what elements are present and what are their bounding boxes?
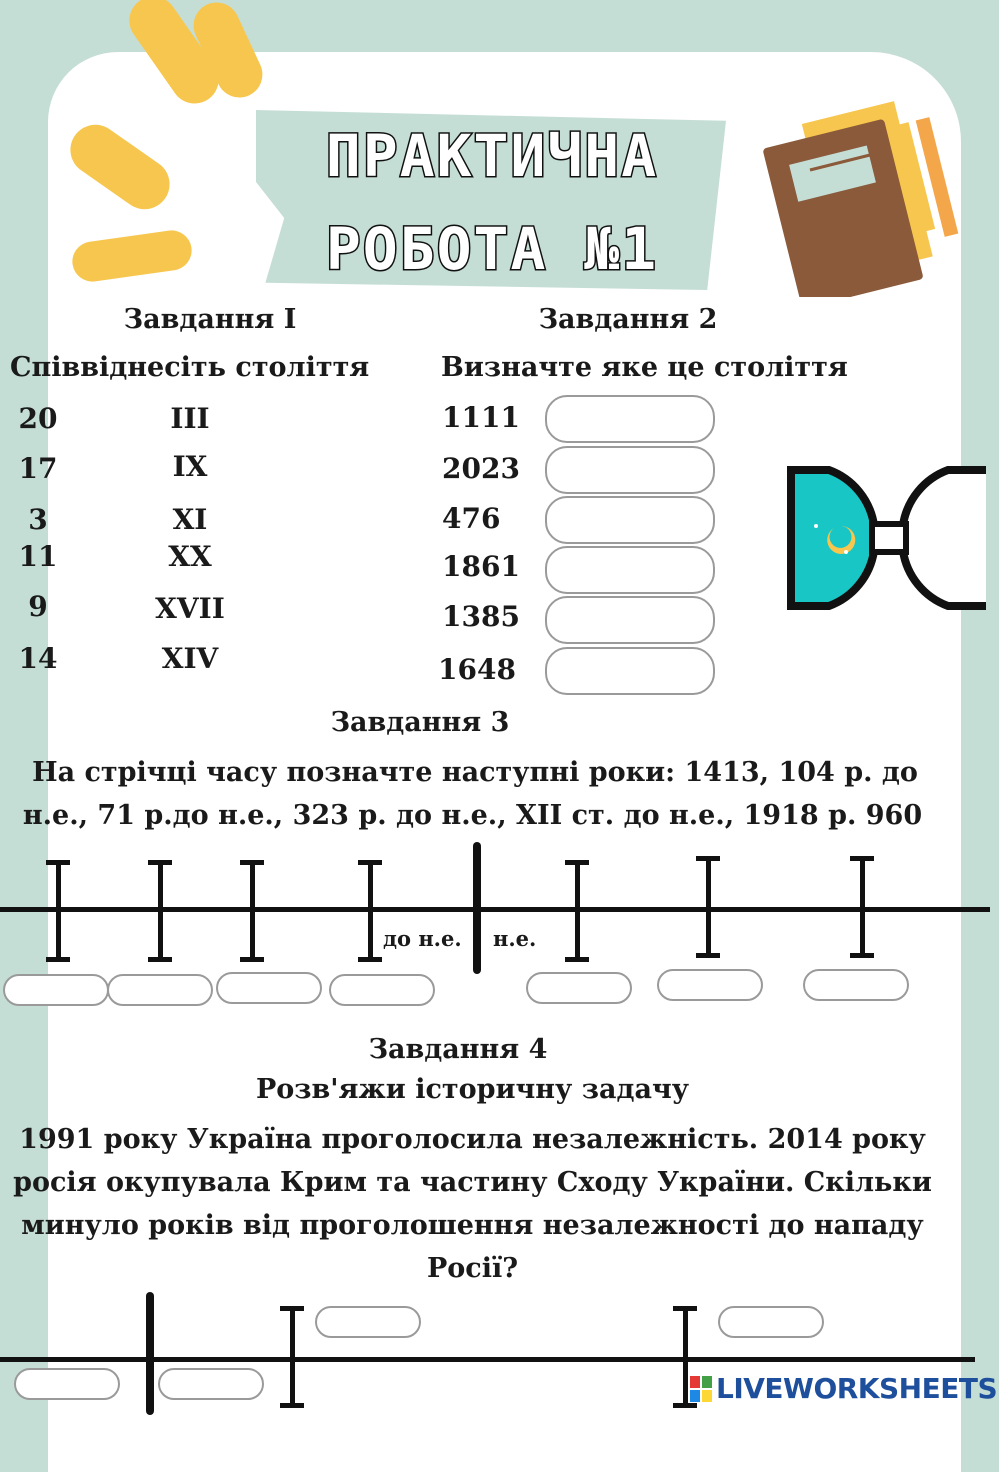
timeline-tick-cap bbox=[148, 957, 172, 962]
task2-answer-input[interactable] bbox=[545, 496, 715, 544]
page-title-line1: ПРАКТИЧНА bbox=[325, 122, 659, 190]
timeline-answer-input[interactable] bbox=[3, 974, 109, 1006]
task3-text-line2: н.е., 71 р.до н.е., 323 р. до н.е., ХІІ ст. до н.е., 1918 р. 960 bbox=[22, 800, 923, 831]
timeline-bc-label: до н.е. bbox=[383, 926, 462, 951]
task1-instruction: Співвіднесіть століття bbox=[10, 352, 370, 383]
timeline-tick bbox=[368, 862, 373, 960]
timeline-answer-input[interactable] bbox=[216, 972, 322, 1004]
timeline-tick-cap bbox=[696, 856, 720, 861]
hourglass-icon bbox=[786, 466, 991, 611]
timeline-tick bbox=[56, 862, 61, 960]
timeline-tick-cap bbox=[850, 953, 874, 958]
task1-right-item: ХІ bbox=[172, 503, 208, 536]
task1-left-item: 20 bbox=[18, 402, 58, 435]
task4-timeline-tick bbox=[290, 1308, 295, 1406]
timeline-tick bbox=[250, 862, 255, 960]
task4-text-line: Росії? bbox=[426, 1253, 519, 1284]
task4-answer-input[interactable] bbox=[14, 1368, 120, 1400]
task2-answer-input[interactable] bbox=[545, 546, 715, 594]
timeline-tick-cap bbox=[46, 957, 70, 962]
task2-year: 1648 bbox=[438, 653, 516, 686]
timeline-tick-cap bbox=[280, 1403, 304, 1408]
timeline-answer-input[interactable] bbox=[107, 974, 213, 1006]
task4-answer-input[interactable] bbox=[315, 1306, 421, 1338]
task1-right-item: ІІІ bbox=[170, 402, 210, 435]
timeline-tick-cap bbox=[565, 860, 589, 865]
task3-heading: Завдання 3 bbox=[330, 707, 510, 738]
task1-left-item: 11 bbox=[18, 540, 58, 573]
timeline-tick bbox=[706, 858, 711, 956]
task2-year: 1111 bbox=[442, 401, 520, 434]
timeline-answer-input[interactable] bbox=[526, 972, 632, 1004]
timeline-tick-cap bbox=[673, 1306, 697, 1311]
timeline-answer-input[interactable] bbox=[803, 969, 909, 1001]
page-title-line2: РОБОТА №1 bbox=[325, 215, 659, 283]
task4-timeline-tick bbox=[683, 1308, 688, 1406]
task4-subheading: Розв'яжи історичну задачу bbox=[255, 1074, 689, 1105]
timeline-tick bbox=[575, 862, 580, 960]
timeline-tick-cap bbox=[46, 860, 70, 865]
task3-text-line1: На стрічці часу позначте наступні роки: 1413, 104 р. до bbox=[32, 757, 918, 788]
task2-instruction: Визначте яке це століття bbox=[441, 352, 848, 383]
task1-left-item: 9 bbox=[28, 590, 48, 623]
task2-heading: Завдання 2 bbox=[538, 304, 718, 335]
timeline-era-divider bbox=[473, 842, 481, 974]
task2-answer-input[interactable] bbox=[545, 596, 715, 644]
timeline-tick-cap bbox=[240, 957, 264, 962]
task4-timeline-divider bbox=[146, 1292, 154, 1415]
timeline-tick-cap bbox=[696, 953, 720, 958]
task2-year: 1861 bbox=[442, 550, 520, 583]
timeline-tick bbox=[158, 862, 163, 960]
task4-text-line: минуло років від проголошення незалежності до нападу bbox=[21, 1210, 924, 1241]
timeline-answer-input[interactable] bbox=[329, 974, 435, 1006]
task4-text-line: росія окупувала Крим та частину Сходу України. Скільки bbox=[13, 1167, 932, 1198]
notebook-icon bbox=[760, 92, 970, 297]
task1-left-item: 3 bbox=[28, 503, 48, 536]
task2-year: 2023 bbox=[442, 452, 520, 485]
timeline-tick-cap bbox=[565, 957, 589, 962]
timeline-axis bbox=[0, 907, 990, 912]
task4-answer-input[interactable] bbox=[718, 1306, 824, 1338]
timeline-tick-cap bbox=[280, 1306, 304, 1311]
liveworksheets-logo-icon bbox=[690, 1376, 712, 1402]
task1-right-item: ХІV bbox=[161, 642, 219, 675]
task2-answer-input[interactable] bbox=[545, 446, 715, 494]
timeline-answer-input[interactable] bbox=[657, 969, 763, 1001]
task2-year: 476 bbox=[442, 502, 501, 535]
timeline-tick-cap bbox=[850, 856, 874, 861]
timeline-tick-cap bbox=[673, 1403, 697, 1408]
task1-right-item: ІХ bbox=[172, 450, 208, 483]
task4-answer-input[interactable] bbox=[158, 1368, 264, 1400]
timeline-tick-cap bbox=[240, 860, 264, 865]
task1-left-item: 17 bbox=[18, 452, 58, 485]
task1-right-item: ХХ bbox=[168, 540, 212, 573]
timeline-tick bbox=[860, 858, 865, 956]
task1-heading: Завдання І bbox=[123, 304, 297, 335]
task2-answer-input[interactable] bbox=[545, 395, 715, 443]
task2-year: 1385 bbox=[442, 600, 520, 633]
timeline-ad-label: н.е. bbox=[493, 926, 537, 951]
task4-text-line: 1991 року Україна проголосила незалежність. 2014 року bbox=[19, 1124, 926, 1155]
timeline-tick-cap bbox=[148, 860, 172, 865]
task2-answer-input[interactable] bbox=[545, 647, 715, 695]
task1-left-item: 14 bbox=[18, 642, 58, 675]
liveworksheets-brand: LIVEWORKSHEETS bbox=[716, 1372, 998, 1405]
timeline-tick-cap bbox=[358, 860, 382, 865]
task1-right-item: ХVІІ bbox=[155, 592, 225, 625]
timeline-tick-cap bbox=[358, 957, 382, 962]
task4-heading: Завдання 4 bbox=[368, 1034, 548, 1065]
